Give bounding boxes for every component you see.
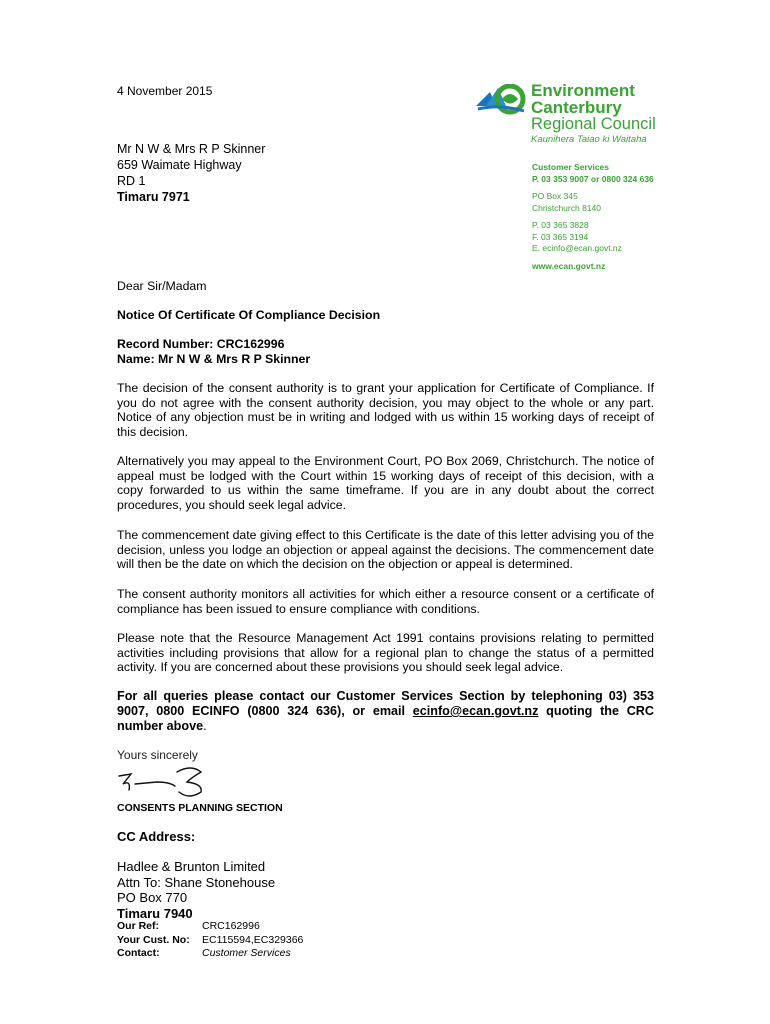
recipient-street: 659 Waimate Highway <box>117 158 242 172</box>
queries-text: For all queries please contact our Customer Services Section by telephoning 03) 353 9007, 0800 ECINFO (0800 324 636), or email <box>117 689 654 718</box>
cc-city: Timaru 7940 <box>117 905 193 921</box>
ref-row <box>117 934 303 948</box>
recipient-name: Mr N W & Mrs R P Skinner <box>117 142 266 156</box>
contact-web[interactable]: www.ecan.govt.nz <box>532 260 606 271</box>
recipient-rd: RD 1 <box>117 174 146 188</box>
paragraph-decision: The decision of the consent authority is to grant your application for Certificate of Compliance. If you do not agree with the consent authority decision, you may object to the whole or any part. Notice of any objection must be in writing and lodged with us within 15 working days of receipt of this decision. <box>117 381 654 439</box>
queries-paragraph <box>117 689 654 734</box>
recipient-address <box>117 141 265 205</box>
cc-name: Hadlee & Brunton Limited <box>117 859 266 874</box>
cc-address <box>117 859 275 921</box>
cc-po: PO Box 770 <box>117 890 188 905</box>
contact-po: PO Box 345 <box>532 191 578 201</box>
reference-block <box>117 920 303 961</box>
paragraph-appeal: Alternatively you may appeal to the Environment Court, PO Box 2069, Christchurch. The notice of appeal must be lodged with the Court within 15 working days of receipt of this decision, with a copy forwarded to us within the same timeframe. If you are in any doubt about the correct procedures, you should seek legal advice. <box>117 454 654 512</box>
closing: Yours sincerely <box>117 748 198 762</box>
contact-f: F. 03 365 3194 <box>532 231 589 242</box>
queries-email-link[interactable]: ecinfo@ecan.govt.nz <box>412 704 539 718</box>
ref-label: Contact: <box>117 947 160 959</box>
logo-line-3: Regional Council <box>531 115 656 133</box>
ref-value: Customer Services <box>202 947 291 959</box>
ref-row <box>117 920 303 934</box>
ref-label: Your Cust. No: <box>117 933 190 946</box>
ref-label: Our Ref: <box>117 920 159 932</box>
record-number: Record Number: CRC162996 <box>117 337 285 351</box>
queries-text-end: quoting the CRC number above <box>117 704 654 733</box>
record-block <box>117 337 654 366</box>
contact-block <box>532 162 654 272</box>
contact-heading: Customer Services <box>532 162 610 172</box>
contact-city: Christchurch 8140 <box>532 202 601 213</box>
section-name: CONSENTS PLANNING SECTION <box>117 802 283 814</box>
signature-icon <box>117 762 217 802</box>
queries-period: . <box>203 719 207 733</box>
paragraph-commencement: The commencement date giving effect to this Certificate is the date of this letter advising you of the decision, unless you lodge an objection or appeal against the decisions. The commencement date will then be the date on which the decision on the objection or appeal is determined. <box>117 528 654 572</box>
logo-tagline: Kaunihera Taiao ki Waitaha <box>531 134 647 145</box>
paragraph-rma: Please note that the Resource Management Act 1991 contains provisions relating to permitted activities including provisions that allow for a regional plan to change the status of a permitted activity. If you are concerned about these provisions you should seek legal advice. <box>117 631 654 675</box>
ref-value: CRC162996 <box>202 920 260 932</box>
notice-title: Notice Of Certificate Of Compliance Decision <box>117 308 381 322</box>
ecan-logo <box>476 82 676 150</box>
ref-value: EC115594,EC329366 <box>202 933 304 946</box>
recipient-city: Timaru 7971 <box>117 190 190 204</box>
paragraph-monitoring: The consent authority monitors all activities for which either a resource consent or a certificate of compliance has been issued to ensure compliance with conditions. <box>117 587 654 616</box>
record-name: Name: Mr N W & Mrs R P Skinner <box>117 351 311 366</box>
contact-phone: P. 03 353 9007 or 0800 324 636 <box>532 173 654 184</box>
ref-row <box>117 947 303 961</box>
cc-attn: Attn To: Shane Stonehouse <box>117 874 276 890</box>
logo-line-1: Environment <box>531 81 635 100</box>
contact-p: P. 03 365 3828 <box>532 220 589 230</box>
salutation: Dear Sir/Madam <box>117 279 207 293</box>
logo-line-2: Canterbury <box>531 98 622 117</box>
cc-heading: CC Address: <box>117 829 196 844</box>
letter-date: 4 November 2015 <box>117 84 213 98</box>
contact-e[interactable]: E. ecinfo@ecan.govt.nz <box>532 243 622 253</box>
ecan-emblem-icon <box>476 84 530 118</box>
